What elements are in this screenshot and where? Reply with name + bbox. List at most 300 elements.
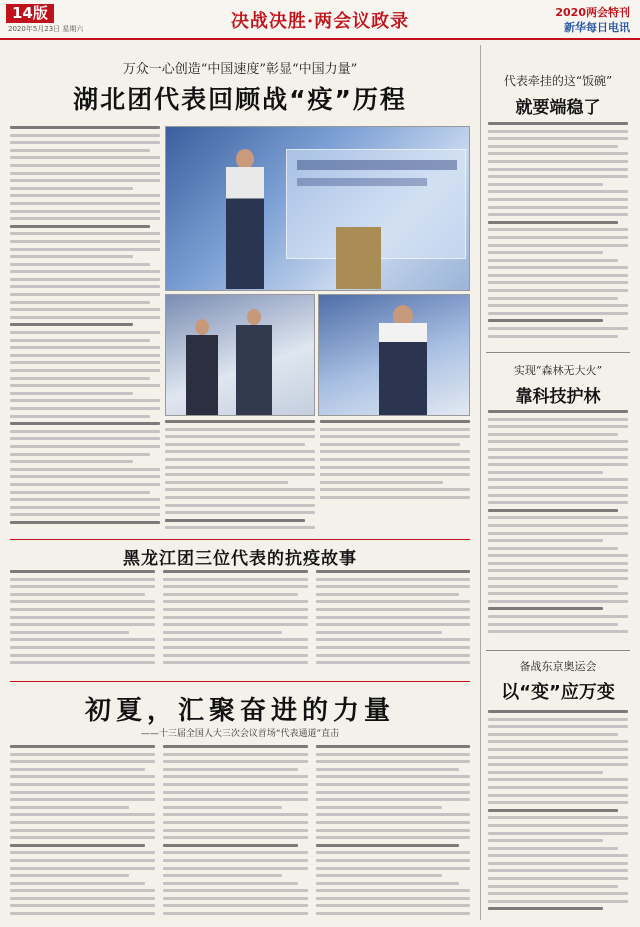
text-line	[165, 496, 315, 499]
text-line	[488, 847, 618, 850]
text-line	[165, 526, 315, 529]
text-line	[165, 420, 315, 423]
text-line	[488, 168, 628, 171]
text-line	[488, 771, 603, 774]
text-line	[10, 369, 160, 372]
text-line	[488, 137, 628, 140]
story3-subhead: ——十三届全国人大三次会议首场“代表通道”直击	[140, 729, 340, 739]
text-line	[488, 725, 628, 728]
text-line	[316, 570, 470, 573]
text-line	[10, 156, 160, 159]
text-line	[488, 740, 628, 743]
text-line	[163, 768, 298, 771]
text-line	[488, 145, 618, 148]
text-line	[316, 836, 470, 839]
text-line	[488, 763, 628, 766]
text-line	[163, 661, 308, 664]
text-line	[488, 600, 628, 603]
section-title: 决战决胜·两会议政录	[230, 11, 410, 32]
text-line	[316, 638, 470, 641]
text-line	[10, 844, 145, 847]
text-line	[488, 756, 628, 759]
story3-column-3	[316, 745, 470, 920]
text-line	[488, 718, 628, 721]
text-line	[488, 885, 618, 888]
text-line	[163, 813, 308, 816]
text-line	[10, 240, 160, 243]
text-line	[10, 384, 160, 387]
masthead	[0, 0, 640, 40]
side-divider-1	[486, 352, 630, 353]
side1-body	[488, 122, 628, 347]
text-line	[320, 428, 470, 431]
text-line	[316, 912, 470, 915]
text-line	[10, 354, 160, 357]
text-line	[10, 134, 160, 137]
text-line	[163, 745, 308, 748]
text-line	[163, 593, 298, 596]
text-line	[10, 600, 155, 603]
text-line	[10, 859, 155, 862]
side3-headline: 以“变”应万变	[501, 682, 615, 703]
text-line	[488, 748, 628, 751]
brand-block	[555, 5, 630, 35]
text-line	[316, 867, 470, 870]
special-label: 2020两会特刊	[555, 6, 630, 19]
text-line	[320, 466, 470, 469]
text-line	[488, 607, 603, 610]
text-line	[10, 851, 155, 854]
text-line	[488, 335, 618, 338]
text-line	[10, 316, 160, 319]
publisher-name: 新华每日电讯	[564, 21, 630, 34]
text-line	[488, 312, 628, 315]
text-line	[10, 141, 160, 144]
text-line	[10, 263, 150, 266]
text-line	[488, 418, 628, 421]
text-line	[10, 187, 133, 190]
text-line	[10, 745, 155, 748]
text-line	[488, 710, 628, 713]
text-line	[488, 244, 628, 247]
text-line	[165, 488, 315, 491]
text-line	[488, 577, 628, 580]
text-line	[10, 278, 160, 281]
story3-headline: 初夏，汇聚奋进的力量	[84, 696, 395, 726]
text-line	[163, 897, 308, 900]
text-line	[488, 327, 628, 330]
text-line	[488, 433, 618, 436]
text-line	[316, 844, 459, 847]
side3-kicker: 备战东京奥运会	[519, 660, 597, 673]
text-line	[10, 897, 155, 900]
text-line	[10, 415, 150, 418]
text-line	[316, 806, 442, 809]
text-line	[320, 496, 470, 499]
side2-headline: 靠科技护林	[515, 387, 601, 407]
section-divider-2	[10, 681, 470, 682]
text-line	[316, 821, 470, 824]
text-line	[316, 859, 470, 862]
text-line	[10, 248, 160, 251]
text-line	[10, 331, 160, 334]
text-line	[10, 308, 160, 311]
story3-column-2	[163, 745, 308, 920]
text-line	[320, 458, 470, 461]
text-line	[10, 346, 160, 349]
text-line	[10, 293, 160, 296]
text-line	[163, 882, 298, 885]
text-line	[488, 494, 628, 497]
speaker-figure	[226, 167, 264, 289]
text-line	[10, 608, 155, 611]
section-divider	[10, 539, 470, 540]
text-line	[316, 631, 442, 634]
text-line	[10, 783, 155, 786]
text-line	[316, 791, 470, 794]
text-line	[316, 608, 470, 611]
side2-body	[488, 410, 628, 645]
text-line	[163, 844, 298, 847]
text-line	[165, 504, 315, 507]
text-line	[163, 798, 308, 801]
text-line	[165, 511, 315, 514]
text-line	[165, 435, 315, 438]
text-line	[316, 593, 459, 596]
text-line	[165, 443, 305, 446]
text-line	[163, 859, 308, 862]
text-line	[488, 824, 628, 827]
text-line	[488, 471, 603, 474]
text-line	[163, 623, 308, 626]
text-line	[10, 912, 155, 915]
text-line	[488, 206, 628, 209]
text-line	[488, 410, 628, 413]
text-line	[488, 554, 628, 557]
text-line	[165, 428, 315, 431]
text-line	[10, 570, 155, 573]
text-line	[320, 481, 443, 484]
text-line	[10, 361, 160, 364]
text-line	[488, 569, 628, 572]
story2-column-3	[316, 570, 470, 670]
text-line	[10, 437, 160, 440]
text-line	[10, 791, 155, 794]
text-line	[316, 775, 470, 778]
text-line	[320, 450, 470, 453]
text-line	[488, 539, 603, 542]
text-line	[316, 874, 442, 877]
text-line	[488, 615, 628, 618]
text-line	[10, 521, 160, 524]
text-line	[488, 152, 628, 155]
text-line	[163, 791, 308, 794]
text-line	[316, 798, 470, 801]
text-line	[488, 281, 628, 284]
text-line	[10, 813, 155, 816]
text-line	[488, 524, 628, 527]
text-line	[165, 473, 315, 476]
text-line	[488, 854, 628, 857]
text-line	[488, 228, 628, 231]
text-line	[488, 425, 628, 428]
text-line	[10, 126, 160, 129]
text-line	[488, 839, 603, 842]
text-line	[165, 466, 315, 469]
text-line	[10, 270, 160, 273]
text-line	[10, 202, 160, 205]
text-line	[488, 304, 628, 307]
text-line	[10, 836, 155, 839]
text-line	[163, 829, 308, 832]
text-line	[320, 488, 470, 491]
text-line	[488, 832, 628, 835]
date-line: 2020年5月23日 星期六	[8, 25, 84, 33]
text-line	[316, 661, 470, 664]
text-line	[10, 232, 160, 235]
story1-column-1	[10, 126, 160, 536]
text-line	[488, 175, 628, 178]
text-line	[488, 266, 628, 269]
text-line	[316, 616, 470, 619]
text-line	[10, 874, 129, 877]
text-line	[488, 877, 628, 880]
story3-column-1	[10, 745, 155, 920]
text-line	[10, 623, 155, 626]
text-line	[10, 646, 155, 649]
text-line	[10, 821, 155, 824]
text-line	[10, 339, 150, 342]
text-line	[316, 654, 470, 657]
text-line	[488, 778, 628, 781]
text-line	[488, 160, 628, 163]
text-line	[10, 301, 150, 304]
text-line	[10, 460, 133, 463]
text-line	[316, 745, 470, 748]
speaker-figure-2	[379, 323, 427, 416]
text-line	[163, 874, 282, 877]
text-line	[10, 775, 155, 778]
text-line	[320, 473, 470, 476]
text-line	[316, 646, 470, 649]
text-line	[488, 516, 628, 519]
text-line	[10, 377, 150, 380]
text-line	[488, 501, 628, 504]
text-line	[10, 654, 155, 657]
side2-kicker: 实现“森林无大火”	[513, 364, 603, 377]
text-line	[10, 210, 160, 213]
text-line	[163, 775, 308, 778]
text-line	[10, 172, 160, 175]
text-line	[10, 483, 160, 486]
text-line	[488, 733, 618, 736]
text-line	[316, 768, 459, 771]
text-line	[320, 435, 470, 438]
story2-column-1	[10, 570, 155, 670]
text-line	[488, 122, 628, 125]
text-line	[10, 593, 145, 596]
text-line	[316, 585, 470, 588]
text-line	[163, 631, 282, 634]
text-line	[320, 443, 460, 446]
story1-headline: 湖北团代表回顾战“疫”历程	[73, 85, 407, 114]
text-line	[165, 458, 315, 461]
text-line	[10, 631, 129, 634]
text-line	[10, 806, 129, 809]
text-line	[316, 753, 470, 756]
text-line	[163, 616, 308, 619]
text-line	[10, 194, 160, 197]
text-line	[316, 897, 470, 900]
text-line	[10, 285, 160, 288]
text-line	[10, 217, 160, 220]
text-line	[316, 578, 470, 581]
text-line	[488, 456, 628, 459]
text-line	[488, 440, 628, 443]
text-line	[10, 506, 160, 509]
text-line	[10, 616, 155, 619]
text-line	[488, 794, 628, 797]
text-line	[320, 420, 470, 423]
text-line	[10, 904, 155, 907]
text-line	[316, 889, 470, 892]
text-line	[488, 532, 628, 535]
text-line	[488, 478, 628, 481]
text-line	[163, 867, 308, 870]
text-line	[10, 323, 133, 326]
text-line	[10, 407, 160, 410]
text-line	[163, 904, 308, 907]
text-line	[316, 760, 470, 763]
text-line	[10, 889, 155, 892]
text-line	[488, 319, 603, 322]
text-line	[10, 798, 155, 801]
text-line	[163, 646, 308, 649]
text-line	[488, 801, 628, 804]
text-line	[165, 519, 305, 522]
text-line	[10, 491, 150, 494]
text-line	[10, 760, 155, 763]
story2-headline: 黑龙江团三位代表的抗疫故事	[123, 549, 357, 569]
text-line	[316, 882, 459, 885]
text-line	[488, 907, 603, 910]
text-line	[488, 183, 603, 186]
text-line	[488, 130, 628, 133]
text-line	[316, 904, 470, 907]
text-line	[488, 289, 628, 292]
text-line	[488, 509, 618, 512]
text-line	[488, 592, 628, 595]
text-line	[316, 600, 470, 603]
text-line	[10, 768, 145, 771]
text-line	[10, 149, 150, 152]
text-line	[163, 912, 308, 915]
text-line	[488, 786, 628, 789]
text-line	[163, 578, 308, 581]
text-line	[10, 445, 160, 448]
text-line	[10, 475, 160, 478]
text-line	[10, 882, 145, 885]
text-line	[488, 190, 628, 193]
text-line	[10, 430, 160, 433]
text-line	[10, 498, 160, 501]
text-line	[488, 221, 618, 224]
side3-body	[488, 710, 628, 920]
podium	[336, 227, 381, 289]
text-line	[10, 638, 155, 641]
text-line	[163, 570, 308, 573]
text-line	[163, 638, 308, 641]
text-line	[488, 892, 628, 895]
text-line	[10, 225, 150, 228]
text-line	[163, 585, 308, 588]
side1-kicker: 代表牵挂的这“饭碗”	[503, 74, 613, 88]
text-line	[488, 236, 628, 239]
story1-kicker: 万众一心创造“中国速度”彰显“中国力量”	[122, 62, 358, 77]
text-line	[10, 468, 160, 471]
text-line	[10, 255, 133, 258]
text-line	[163, 654, 308, 657]
text-line	[10, 661, 155, 664]
text-line	[163, 806, 282, 809]
text-line	[163, 760, 308, 763]
text-line	[165, 450, 315, 453]
story1-column-2	[165, 420, 315, 535]
text-line	[316, 829, 470, 832]
text-line	[163, 783, 308, 786]
story1-main-photo	[165, 126, 470, 291]
text-line	[10, 829, 155, 832]
text-line	[488, 585, 618, 588]
text-line	[316, 813, 470, 816]
page-number: 14版	[6, 4, 54, 23]
text-line	[488, 809, 618, 812]
text-line	[488, 274, 628, 277]
text-line	[165, 481, 288, 484]
text-line	[10, 392, 133, 395]
text-line	[488, 297, 618, 300]
text-line	[163, 821, 308, 824]
text-line	[163, 600, 308, 603]
text-line	[10, 453, 150, 456]
text-line	[316, 623, 470, 626]
text-line	[10, 179, 160, 182]
text-line	[10, 578, 155, 581]
side-divider-2	[486, 650, 630, 651]
text-line	[488, 486, 628, 489]
side1-headline: 就要端稳了	[515, 98, 601, 118]
text-line	[488, 259, 618, 262]
story1-photo-left	[165, 294, 315, 416]
text-line	[488, 251, 603, 254]
story2-column-2	[163, 570, 308, 670]
text-line	[488, 816, 628, 819]
text-line	[163, 753, 308, 756]
text-line	[488, 869, 628, 872]
text-line	[488, 900, 628, 903]
text-line	[488, 562, 628, 565]
text-line	[163, 608, 308, 611]
text-line	[163, 889, 308, 892]
text-line	[488, 198, 628, 201]
text-line	[488, 623, 618, 626]
text-line	[316, 851, 470, 854]
text-line	[488, 862, 628, 865]
text-line	[488, 630, 628, 633]
text-line	[10, 399, 160, 402]
story1-photo-right	[318, 294, 470, 416]
text-line	[488, 547, 618, 550]
